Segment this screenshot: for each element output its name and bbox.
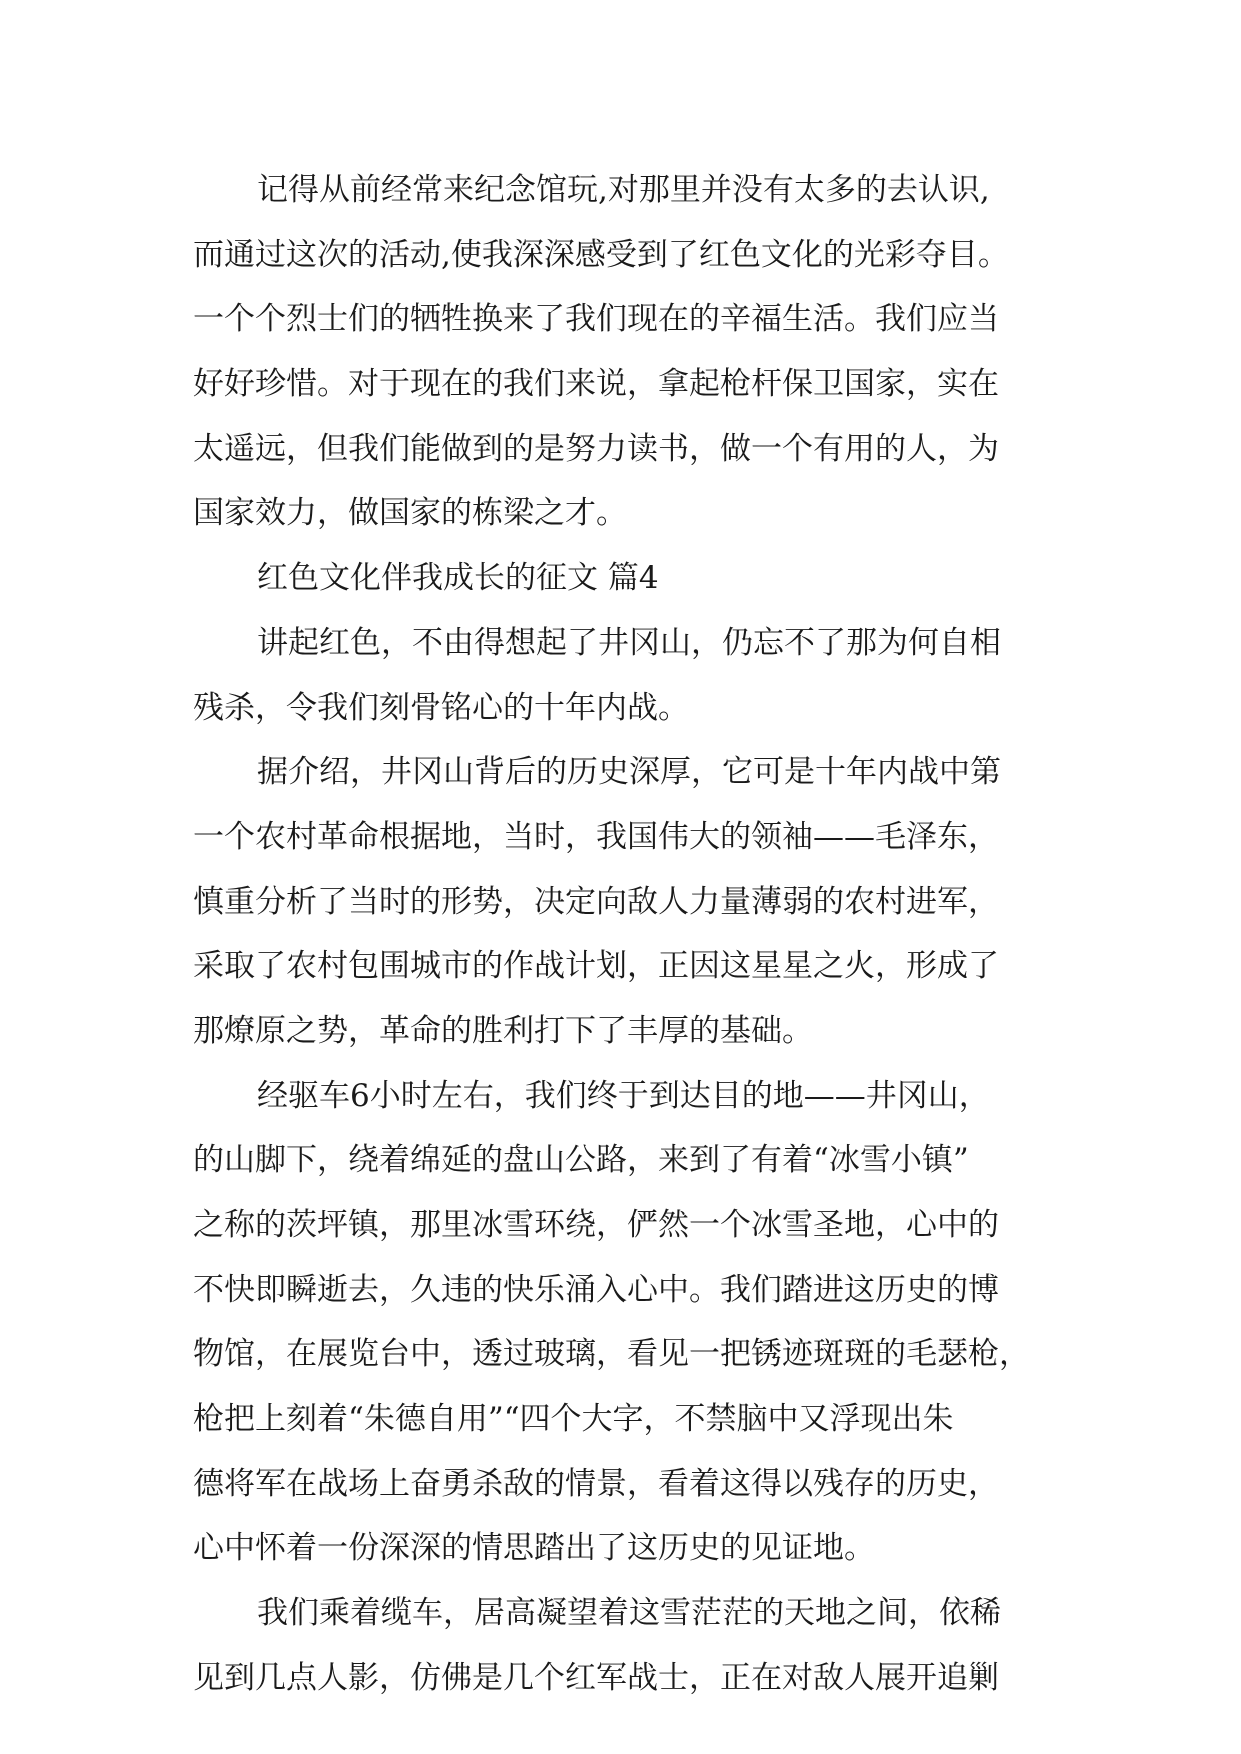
paragraph-line: 的山脚下，绕着绵延的盘山公路，来到了有着“冰雪小镇” xyxy=(193,1142,969,1179)
paragraph-line: 那燎原之势，革命的胜利打下了丰厚的基础。 xyxy=(193,1012,813,1049)
paragraph-line: 德将军在战场上奋勇杀敌的情景，看着这得以残存的历史， xyxy=(193,1465,999,1502)
paragraph-line: 太遥远，但我们能做到的是努力读书，做一个有用的人，为 xyxy=(193,430,999,467)
document-body xyxy=(193,158,1093,1711)
paragraph-line: 慎重分析了当时的形势，决定向敌人力量薄弱的农村进军， xyxy=(193,883,999,920)
paragraph-line: 心中怀着一份深深的情思踏出了这历史的见证地。 xyxy=(193,1530,875,1567)
paragraph-line: 据介绍，井冈山背后的历史深厚，它可是十年内战中第 xyxy=(257,754,1001,791)
paragraph-line: 记得从前经常来纪念馆玩,对那里并没有太多的去认识, xyxy=(257,172,990,208)
paragraph-line: 好好珍惜。对于现在的我们来说，拿起枪杆保卫国家，实在 xyxy=(193,366,999,403)
paragraph-line: 之称的茨坪镇，那里冰雪环绕，俨然一个冰雪圣地，心中的 xyxy=(193,1207,999,1243)
section-heading: 红色文化伴我成长的征文 篇4 xyxy=(257,560,659,597)
paragraph-line: 残杀，令我们刻骨铭心的十年内战。 xyxy=(193,689,689,726)
paragraph-line: 我们乘着缆车，居高凝望着这雪茫茫的天地之间，依稀 xyxy=(257,1595,1001,1632)
paragraph-line: 采取了农村包围城市的作战计划，正因这星星之火，形成了 xyxy=(193,948,999,985)
paragraph-line: 枪把上刻着“朱德自用”“四个大字，不禁脑中又浮现出朱 xyxy=(193,1401,954,1438)
paragraph-line: 而通过这次的活动,使我深深感受到了红色文化的光彩夺目。 xyxy=(193,236,1009,273)
paragraph-line: 讲起红色，不由得想起了井冈山，仍忘不了那为何自相 xyxy=(257,624,1001,661)
paragraph-line: 国家效力，做国家的栋梁之才。 xyxy=(193,495,627,532)
paragraph-line: 不快即瞬逝去，久违的快乐涌入心中。我们踏进这历史的博 xyxy=(193,1271,999,1308)
paragraph-line: 一个个烈士们的牺牲换来了我们现在的辛福生活。我们应当 xyxy=(193,301,999,338)
paragraph-line: 一个农村革命根据地，当时，我国伟大的领袖——毛泽东， xyxy=(193,818,999,855)
paragraph-line: 物馆，在展览台中，透过玻璃，看见一把锈迹斑斑的毛瑟枪， xyxy=(193,1336,1030,1373)
paragraph-line: 经驱车6小时左右，我们终于到达目的地——井冈山， xyxy=(257,1077,990,1114)
paragraph-line: 见到几点人影，仿佛是几个红军战士，正在对敌人展开追剿 xyxy=(193,1659,999,1696)
